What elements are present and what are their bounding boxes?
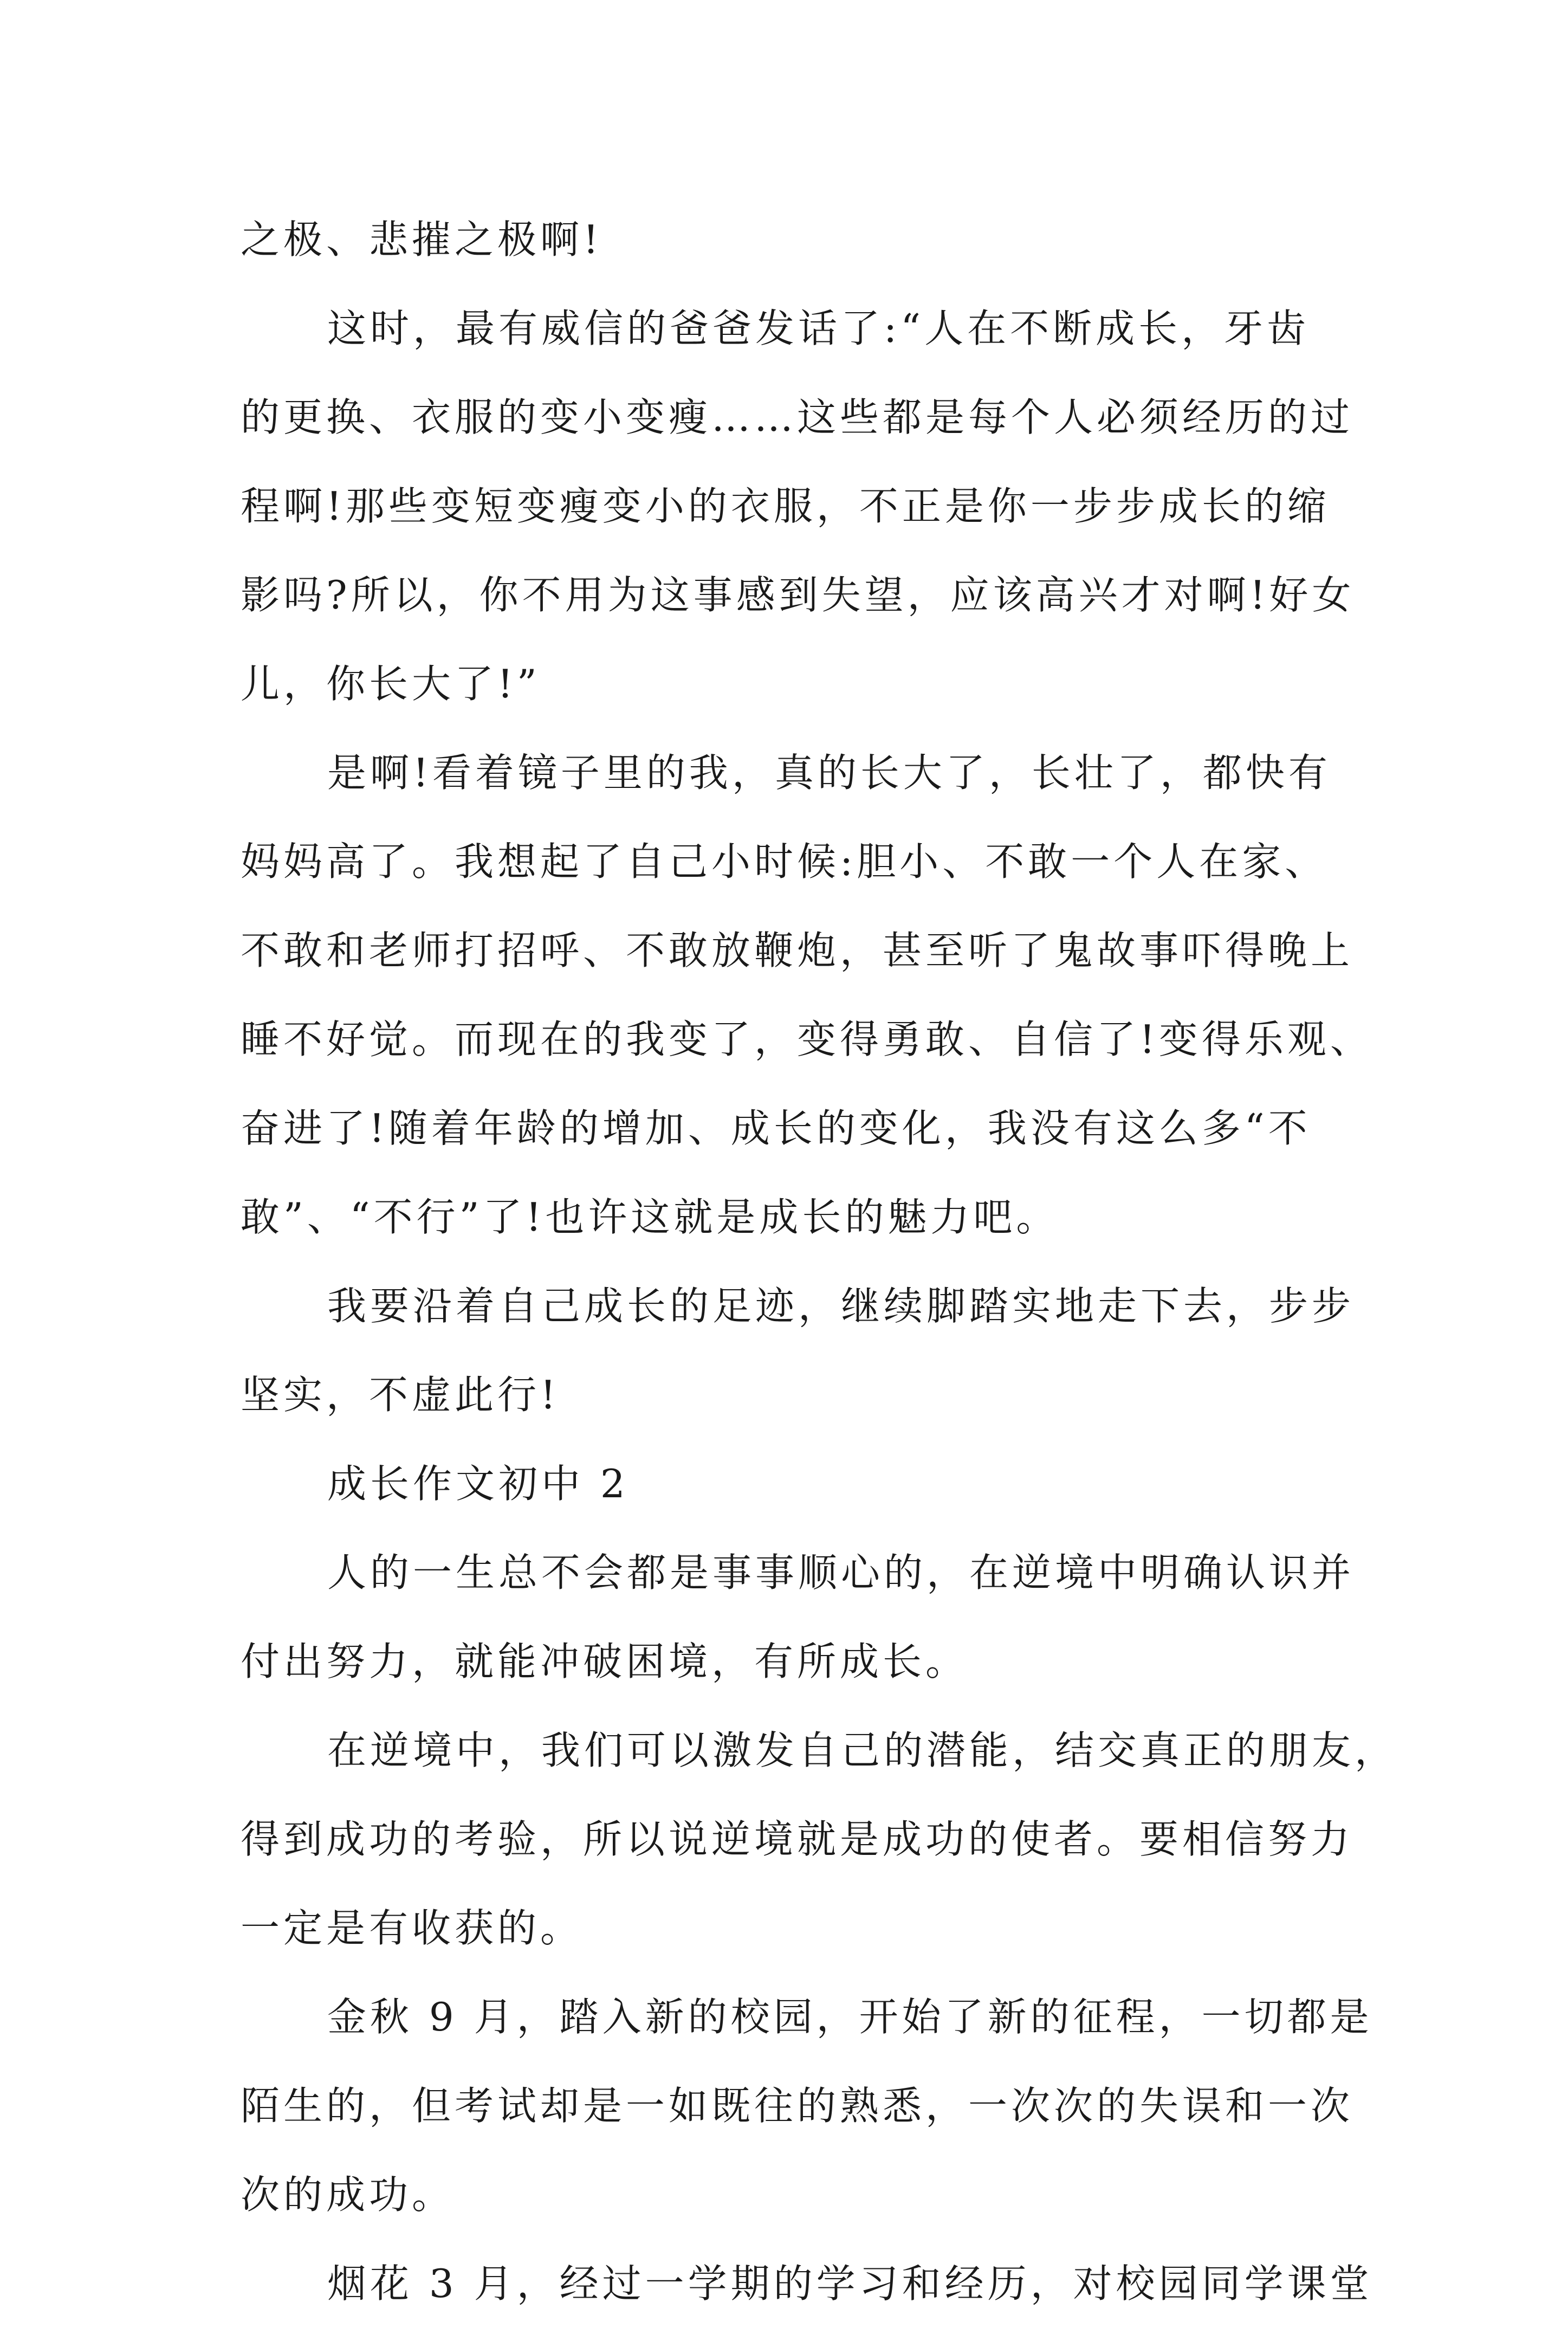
text-line: 得到成功的考验，所以说逆境就是成功的使者。要相信努力 — [241, 1816, 1354, 1862]
text-line: 奋进了!随着年龄的增加、成长的变化，我没有这么多“不 — [241, 1105, 1311, 1151]
text-line: 之极、悲摧之极啊! — [241, 217, 602, 262]
text-line: 烟花 3 月，经过一学期的学习和经历，对校园同学课堂 — [327, 2261, 1373, 2306]
text-line: 付出努力，就能冲破困境，有所成长。 — [241, 1639, 969, 1684]
text-line: 的更换、衣服的变小变瘦……这些都是每个人必须经历的过 — [241, 395, 1354, 440]
text-line: 程啊!那些变短变瘦变小的衣服，不正是你一步步成长的缩 — [241, 483, 1330, 529]
text-line: 陌生的，但考试却是一如既往的熟悉，一次次的失误和一次 — [241, 2083, 1354, 2129]
text-line: 妈妈高了。我想起了自己小时候:胆小、不敢一个人在家、 — [241, 839, 1328, 884]
text-line: 在逆境中，我们可以激发自己的潜能，结交真正的朋友， — [327, 1728, 1398, 1773]
text-line: 儿，你长大了!” — [241, 661, 541, 707]
text-line: 我要沿着自己成长的足迹，继续脚踏实地走下去，步步 — [327, 1283, 1355, 1329]
text-line: 不敢和老师打招呼、不敢放鞭炮，甚至听了鬼故事吓得晚上 — [241, 928, 1354, 973]
text-line: 人的一生总不会都是事事顺心的，在逆境中明确认识并 — [327, 1550, 1355, 1595]
text-line: 金秋 9 月，踏入新的校园，开始了新的征程，一切都是 — [327, 1994, 1373, 2040]
text-line: 敢”、“不行”了!也许这就是成长的魅力吧。 — [241, 1194, 1059, 1240]
text-line: 次的成功。 — [241, 2172, 455, 2217]
text-line: 这时，最有威信的爸爸发话了:“人在不断成长，牙齿 — [327, 306, 1310, 351]
text-line: 是啊!看着镜子里的我，真的长大了，长壮了，都快有 — [327, 750, 1331, 796]
text-line: 坚实，不虚此行! — [241, 1372, 560, 1418]
text-line: 睡不好觉。而现在的我变了，变得勇敢、自信了!变得乐观、 — [241, 1017, 1373, 1062]
section-heading: 成长作文初中 2 — [327, 1461, 629, 1506]
essay-body — [241, 195, 1398, 2328]
text-line: 影吗?所以，你不用为这事感到失望，应该高兴才对啊!好女 — [241, 572, 1355, 618]
text-line: 一定是有收获的。 — [241, 1905, 584, 1951]
